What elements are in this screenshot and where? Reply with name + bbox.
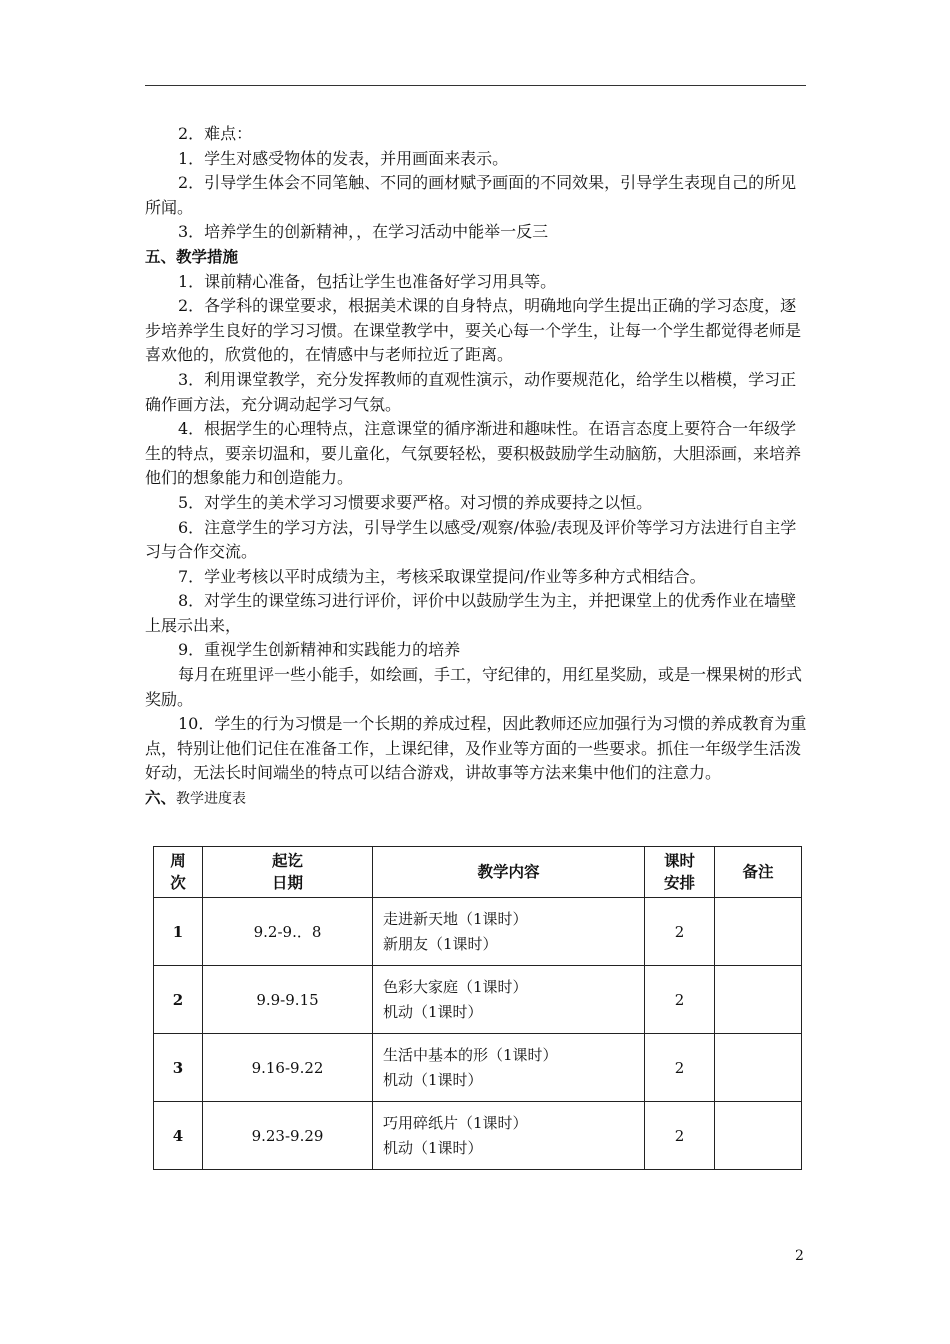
header-rule [145,85,806,86]
cell-hours: 2 [645,966,715,1034]
table-row [154,1034,802,1102]
cell-week: 1 [154,898,203,966]
cell-date: 9.9-9.15 [203,966,373,1034]
schedule-table [153,846,802,1170]
section-6-title: 教学进度表 [176,791,247,808]
cell-hours: 2 [645,1034,715,1102]
table-row [154,966,802,1034]
difficulty-item-3: 3．培养学生的创新精神，，在学习活动中能举一反三 [178,222,549,242]
measure-7: 7．学业考核以平时成绩为主，考核采取课堂提问/作业等多种方式相结合。 [178,566,706,586]
difficulty-item-2: 2．引导学生体会不同笔触、不同的画材赋予画面的不同效果，引导学生表现自己的所见所闻。 [145,173,797,217]
cell-note [715,1102,802,1170]
measure-4: 4．根据学生的心理特点，注意课堂的循序渐进和趣味性。在语言态度上要符合一年级学生的特点，要亲切温和，要儿童化，气氛要轻松，要积极鼓励学生动脑筋，大胆添画，来培养他们的想象能力和创造能力。 [145,419,802,488]
table-header-row [154,847,802,898]
cell-note [715,966,802,1034]
cell-content: 巧用碎纸片（1课时） 机动（1课时） [373,1102,645,1170]
measure-9: 9．重视学生创新精神和实践能力的培养 [178,640,461,660]
cell-week: 3 [154,1034,203,1102]
cell-date: 9.23-9.29 [203,1102,373,1170]
header-week: 周 次 [154,847,203,898]
section-6-heading [145,786,811,812]
header-content: 教学内容 [373,847,645,898]
header-hours: 课时 安排 [645,847,715,898]
measure-6: 6．注意学生的学习方法，引导学生以感受/观察/体验/表现及评价等学习方法进行自主学习与合作交流。 [145,517,797,562]
cell-hours: 2 [645,898,715,966]
measure-10: 10．学生的行为习惯是一个长期的养成过程，因此教师还应加强行为习惯的养成教育为重点，特别让他们记住在准备工作，上课纪律，及作业等方面的一些要求。抓住一年级学生活泼好动，无法长时间端坐的特点可以结合游戏，讲故事等方法来集中他们的注意力。 [145,714,807,783]
table-row [154,898,802,966]
header-date: 起讫 日期 [203,847,373,898]
cell-date: 9.16-9.22 [203,1034,373,1102]
measure-3: 3．利用课堂教学，充分发挥教师的直观性演示，动作要规范化，给学生以楷模，学习正确作画方法，充分调动起学习气氛。 [145,369,797,414]
cell-note [715,898,802,966]
measure-2: 2．各学科的课堂要求，根据美术课的自身特点，明确地向学生提出正确的学习态度，逐步培养学生良好的学习习惯。在课堂教学中，要关心每一个学生，让每一个学生都觉得老师是喜欢他的，欣赏他的，在情感中与老师拉近了距离。 [145,296,802,365]
cell-content: 走进新天地（1课时） 新朋友（1课时） [373,898,645,966]
section-5-heading: 五、教学措施 [145,247,239,266]
difficulty-item-1: 1．学生对感受物体的发表，并用画面来表示。 [178,148,509,168]
measure-5: 5．对学生的美术学习习惯要求要严格。对习惯的养成要持之以恒。 [178,492,653,512]
cell-note [715,1034,802,1102]
cell-content: 色彩大家庭（1课时） 机动（1课时） [373,966,645,1034]
cell-date: 9.2-9.．8 [203,898,373,966]
cell-hours: 2 [645,1102,715,1170]
measure-9-detail: 每月在班里评一些小能手，如绘画，手工，守纪律的，用红星奖励，或是一棵果树的形式奖励。 [145,665,803,709]
section-6-number: 六、 [145,789,177,808]
page-number: 2 [795,1248,804,1264]
measure-1: 1．课前精心准备，包括让学生也准备好学习用具等。 [178,271,557,291]
header-note: 备注 [715,847,802,898]
table-row [154,1102,802,1170]
document-body [145,122,811,812]
cell-content: 生活中基本的形（1课时） 机动（1课时） [373,1034,645,1102]
cell-week: 2 [154,966,203,1034]
difficulty-heading: 2．难点： [178,124,253,143]
measure-8: 8．对学生的课堂练习进行评价，评价中以鼓励学生为主，并把课堂上的优秀作业在墙壁上展示出来， [145,591,797,635]
cell-week: 4 [154,1102,203,1170]
